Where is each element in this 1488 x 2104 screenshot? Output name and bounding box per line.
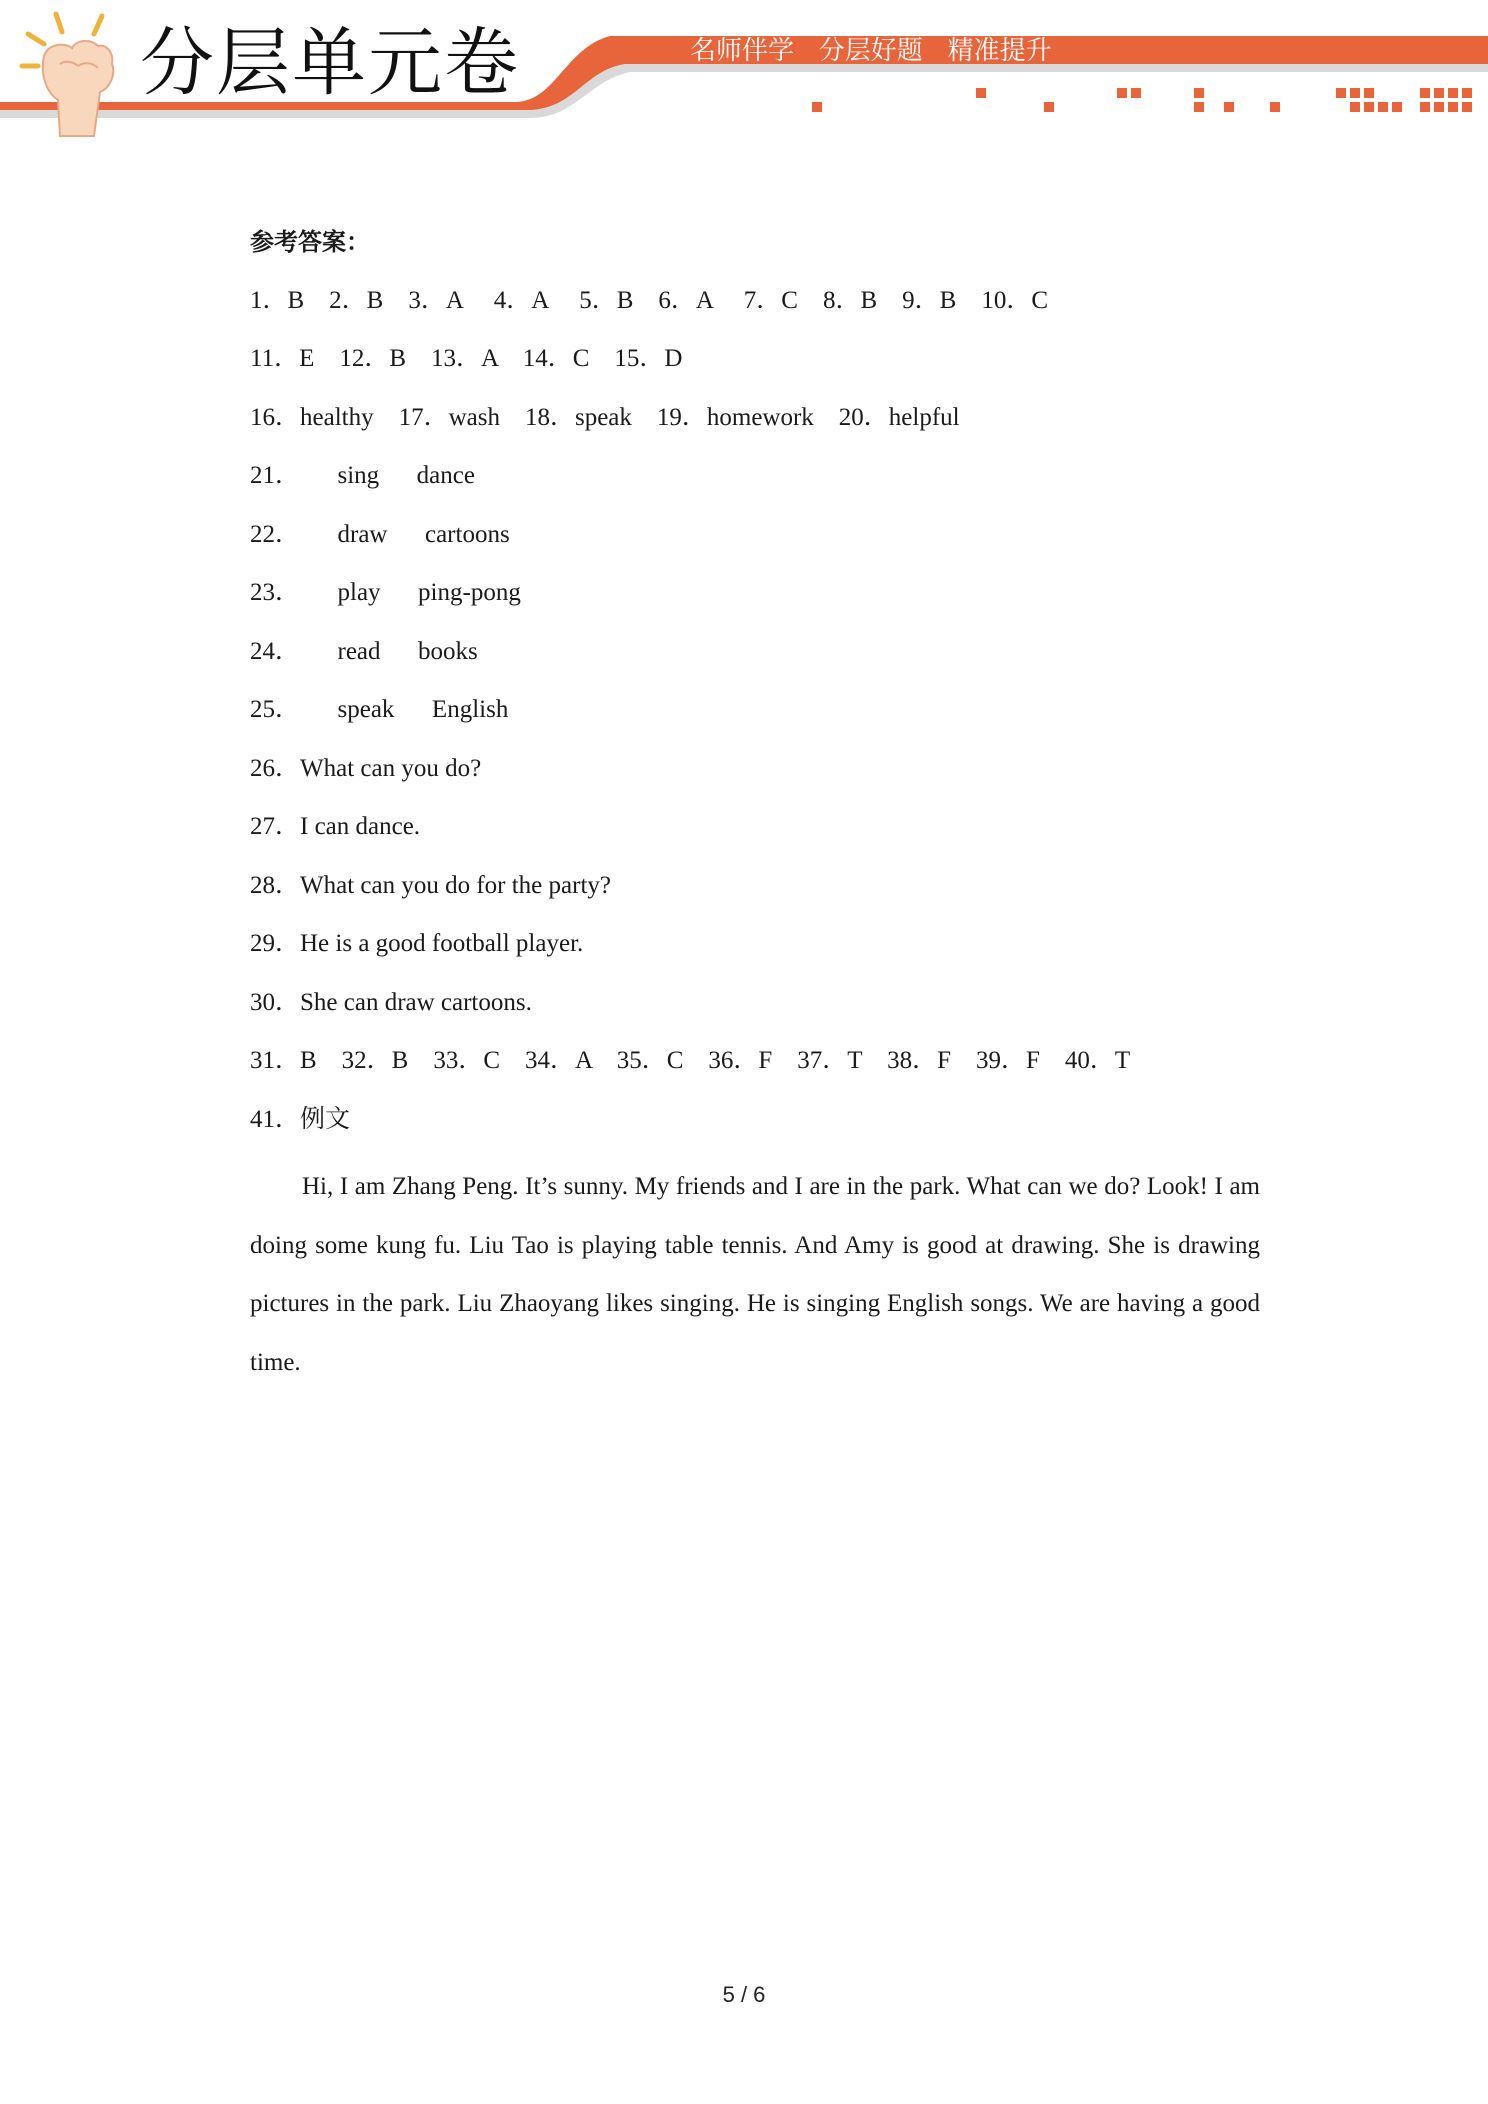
answer-line: 24． read books (250, 637, 478, 665)
answer-line: 11．E 12．B 13．A 14．C 15．D (250, 345, 683, 372)
page-header (0, 0, 1488, 140)
answer-line: 29．He is a good football player. (250, 930, 584, 957)
answer-line: 22． draw cartoons (250, 520, 510, 548)
answer-line: 1．B 2．B 3．A 4．A 5．B 6．A 7．C 8．B 9．B 10．C (250, 286, 1048, 314)
answer-line: 23． play ping-pong (250, 579, 521, 606)
answer-line: 16．healthy 17．wash 18．speak 19．homework 20．helpful (250, 403, 960, 431)
answer-heading: 参考答案： (250, 228, 370, 256)
answer-line: 30．She can draw cartoons. (250, 988, 532, 1016)
answer-key (250, 222, 1260, 1392)
answer-line: 28．What can you do for the party? (250, 871, 611, 899)
header-slogan: 名师伴学 分层好题 精准提升 (690, 36, 1052, 66)
answer-line: 41．例文 (250, 1105, 351, 1133)
answer-line: 27．I can dance. (250, 813, 421, 840)
page-number: 5 / 6 (722, 1982, 766, 2007)
answer-line: 25． speak English (250, 696, 509, 723)
answer-line: 31．B 32．B 33．C 34．A 35．C 36．F 37．T 38．F 39．F 40．T (250, 1047, 1131, 1074)
fist-icon (14, 4, 134, 139)
answer-line: 26．What can you do? (250, 754, 482, 782)
brand-title: 分层单元卷 (140, 20, 520, 106)
example-essay: Hi, I am Zhang Peng. It’s sunny. My friends and I are in the park. What can we do? Look! I am doing some kung fu. Liu Tao is playing table tennis. And Amy is good at drawing. She is drawing pictures in the park. Liu Zhaoyang likes singing. He is singing English songs. We are having a good time. (250, 1173, 1260, 1376)
answer-line: 21． sing dance (250, 462, 475, 489)
